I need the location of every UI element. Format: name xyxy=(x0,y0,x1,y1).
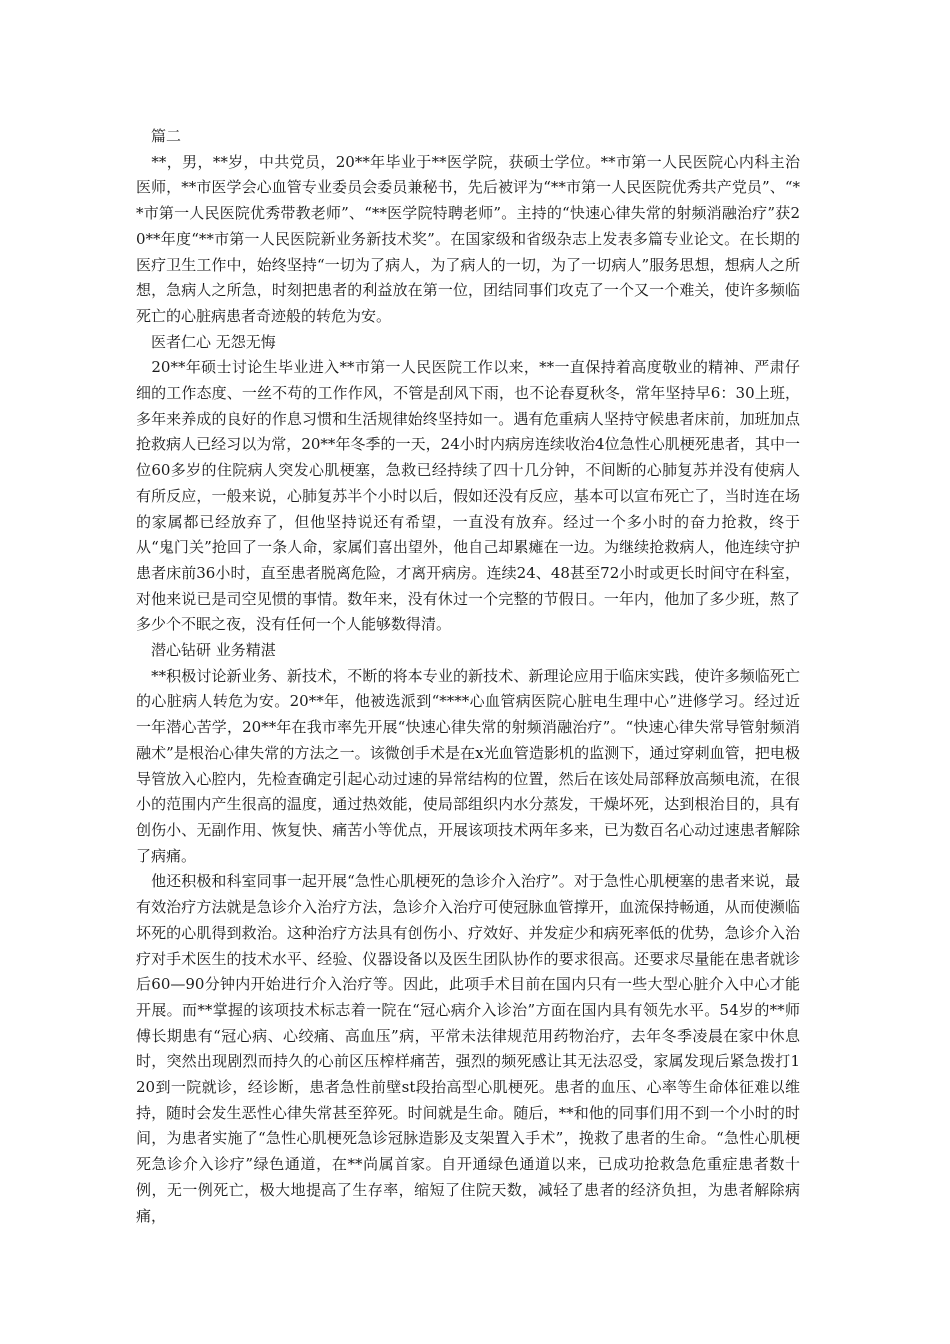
paragraph-emergency-intervention: 他还积极和科室同事一起开展“急性心肌梗死的急诊介入治疗”。对于急性心肌梗塞的患者来说，最有效治疗方法就是急诊介入治疗方法，急诊介入治疗可使冠脉血管撑开，血流保持畅通，从而使濒临坏死的心肌得到救治。这种治疗方法具有创伤小、疗效好、并发症少和病死率低的优势，急诊介入治疗对手术医生的技术水平、经验、仪器设备以及医生团队协作的要求很高。还要求尽量能在患者就诊后60—90分钟内开始进行介入治疗等。因此，此项手术目前在国内只有一些大型心脏介入中心才能开展。而**掌握的该项技术标志着一院在“冠心病介入诊治”方面在国内具有领先水平。54岁的**师傅长期患有“冠心病、心绞痛、高血压”病，平常未法律规范用药物治疗，去年冬季凌晨在家中休息时，突然出现剧烈而持久的心前区压榨样痛苦，强烈的频死感让其无法忍受，家属发现后紧急拨打120到一院就诊，经诊断，患者急性前壁st段抬高型心肌梗死。患者的血压、心率等生命体征难以维持，随时会发生恶性心律失常甚至猝死。时间就是生命。随后，**和他的同事们用不到一个小时的时间，为患者实施了“急性心肌梗死急诊冠脉造影及支架置入手术”，挽救了患者的生命。“急性心肌梗死急诊介入诊疗”绿色通道，在**尚属首家。自开通绿色通道以来，已成功抢救急危重症患者数十例，无一例死亡，极大地提高了生存率，缩短了住院天数，减轻了患者的经济负担，为患者解除病痛， xyxy=(136,872,800,1225)
document-body xyxy=(136,124,800,1229)
paragraph-profile: **，男，**岁，中共党员，20**年毕业于**医学院，获硕士学位。**市第一人民医院心内科主治医师，**市医学会心血管专业委员会委员兼秘书，先后被评为“**市第一人民医院优秀共产党员”、“**市第一人民医院优秀带教老师”、“**医学院特聘老师”。主持的“快速心律失常的射频消融治疗”获20**年度“**市第一人民医院新业务新技术奖”。在国家级和省级杂志上发表多篇专业论文。在长期的医疗卫生工作中，始终坚持“一切为了病人，为了病人的一切，为了一切病人”服务思想，想病人之所想，急病人之所急，时刻把患者的利益放在第一位，团结同事们攻克了一个又一个难关，使许多频临死亡的心脏病患者奇迹般的转危为安。 xyxy=(136,152,800,325)
section-heading-benevolence: 医者仁心 无怨无悔 xyxy=(136,332,276,351)
paragraph-ablation: **积极讨论新业务、新技术，不断的将本专业的新技术、新理论应用于临床实践，使许多频临死亡的心脏病人转危为安。20**年，他被选派到“****心血管病医院心脏电生理中心”进修学习。经过近一年潜心苦学，20**年在我市率先开展“快速心律失常的射频消融治疗”。“快速心律失常导管射频消融术”是根治心律失常的方法之一。该微创手术是在x光血管造影机的监测下，通过穿刺血管，把电极导管放入心腔内，先检查确定引起心动过速的异常结构的位置，然后在该处局部释放高频电流，在很小的范围内产生很高的温度，通过热效能，使局部组织内水分蒸发，干燥坏死，达到根治目的，具有创伤小、无副作用、恢复快、痛苦小等优点，开展该项技术两年多来，已为数百名心动过速患者解除了病痛。 xyxy=(136,666,800,865)
section-heading-part-two: 篇二 xyxy=(136,127,182,145)
paragraph-dedication: 20**年硕士讨论生毕业进入**市第一人民医院工作以来，**一直保持着高度敬业的精神、严肃仔细的工作态度、一丝不苟的工作作风，不管是刮风下雨，也不论春夏秋冬，常年坚持早6：30上班，多年来养成的良好的作息习惯和生活规律始终坚持如一。遇有危重病人坚持守候患者床前，加班加点抢救病人已经习以为常，20**年冬季的一天，24小时内病房连续收治4位急性心肌梗死患者，其中一位60多岁的住院病人突发心肌梗塞，急救已经持续了四十几分钟，不间断的心肺复苏并没有使病人有所反应，一般来说，心肺复苏半个小时以后，假如还没有反应，基本可以宣布死亡了，当时连在场的家属都已经放弃了，但他坚持说还有希望，一直没有放弃。经过一个多小时的奋力抢救，终于从“鬼门关”抢回了一条人命，家属们喜出望外，他自己却累瘫在一边。为继续抢救病人，他连续守护患者床前36小时，直至患者脱离危险，才离开病房。连续24、48甚至72小时或更长时间守在科室，对他来说已是司空见惯的事情。数年来，没有休过一个完整的节假日。一年内，他加了多少班，熬了多少个不眠之夜，没有任何一个人能够数得清。 xyxy=(136,358,800,634)
section-heading-expertise: 潜心钻研 业务精湛 xyxy=(136,641,276,660)
